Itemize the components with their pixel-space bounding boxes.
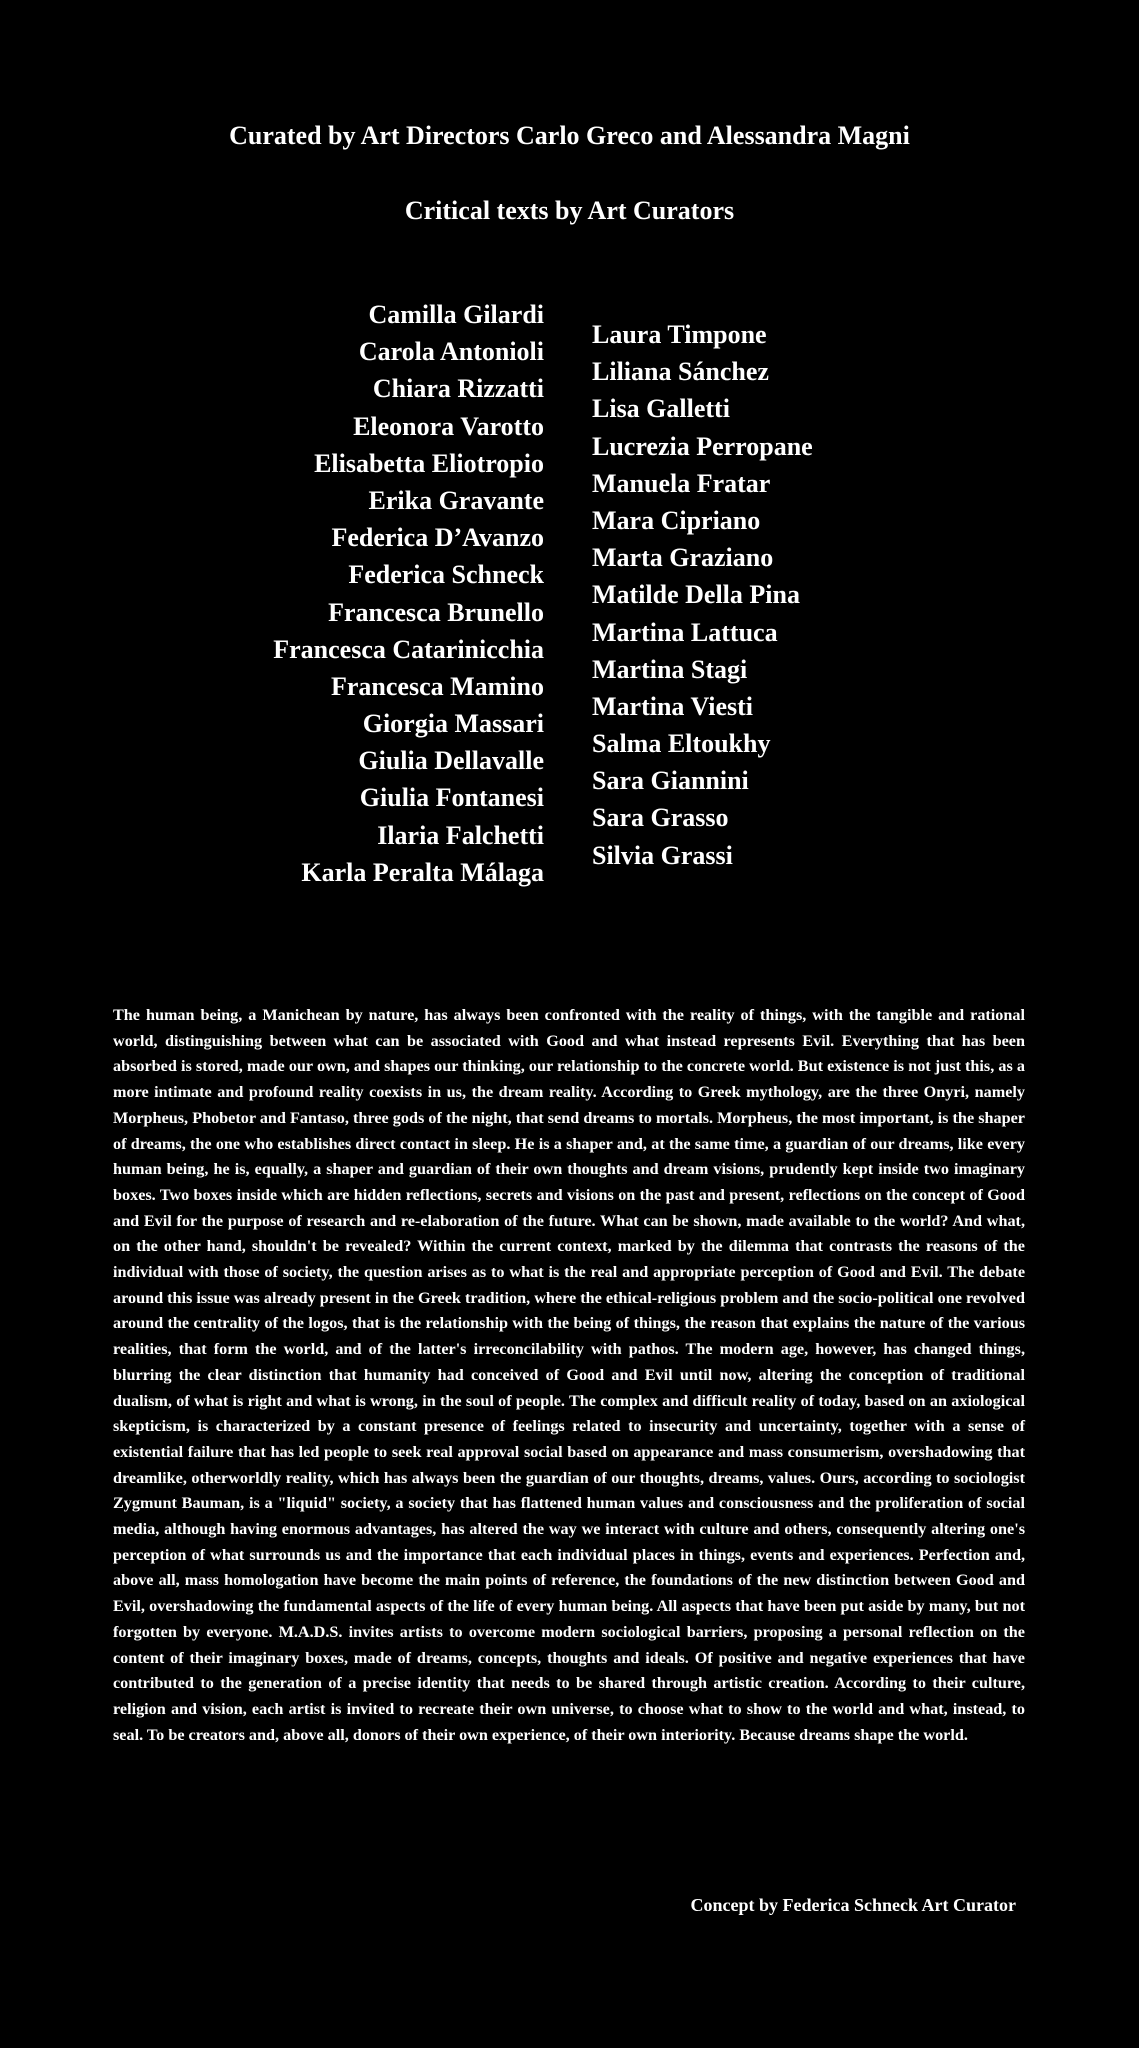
curator-name: Francesca Brunello — [328, 597, 544, 627]
curators-list-right — [592, 316, 813, 874]
concept-essay: The human being, a Manichean by nature, has always been confronted with the reality of things, with the tangible and rational world, distinguishing between what can be associated with Good and what instead represents Evil. Everything that has been absorbed is stored, made our own, and shapes our thinking, our relationship to the concrete world. But existence is not just this, as a more intimate and profound reality coexists in us, the dream reality. According to Greek mythology, are the three Onyri, namely Morpheus, Phobetor and Fantaso, three gods of the night, that send dreams to mortals. Morpheus, the most important, is the shaper of dreams, the one who establishes direct contact in sleep. He is a shaper and, at the same time, a guardian of our dreams, like every human being, he is, equally, a shaper and guardian of their own thoughts and dream visions, prudently kept inside two imaginary boxes. Two boxes inside which are hidden reflections, secrets and visions on the past and present, reflections on the concept of Good and Evil for the purpose of research and re-elaboration of the future. What can be shown, made available to the world? And what, on the other hand, shouldn't be revealed? Within the current context, marked by the dilemma that contrasts the reasons of the individual with those of society, the question arises as to what is the real and appropriate perception of Good and Evil. The debate around this issue was already present in the Greek tradition, where the ethical-religious problem and the socio-political one revolved around the centrality of the logos, that is the relationship with the being of things, the reason that explains the nature of the various realities, that form the world, and of the latter's irreconcilability with pathos. The modern age, however, has changed things, blurring the clear distinction that humanity had conceived of Good and Evil until now, altering the conception of traditional dualism, of what is right and what is wrong, in the soul of people. The complex and difficult reality of today, based on an axiological skepticism, is characterized by a constant presence of feelings related to insecurity and uncertainty, together with a sense of existential failure that has led people to seek real approval social based on appearance and mass consumerism, overshadowing that dreamlike, otherworldly reality, which has always been the guardian of our thoughts, dreams, values. Ours, according to sociologist Zygmunt Bauman, is a "liquid" society, a society that has flattened human values and consciousness and the proliferation of social media, although having enormous advantages, has altered the way we interact with culture and others, consequently altering one's perception of what surrounds us and the importance that each individual places in things, events and experiences. Perfection and, above all, mass homologation have become the main points of reference, the foundations of the new distinction between Good and Evil, overshadowing the fundamental aspects of the life of every human being. All aspects that have been put aside by many, but not forgotten by everyone. M.A.D.S. invites artists to overcome modern sociological barriers, proposing a personal reflection on the content of their imaginary boxes, made of dreams, concepts, thoughts and ideals. Of positive and negative experiences that have contributed to the generation of a precise identity that needs to be shared through artistic creation. According to their culture, religion and vision, each artist is invited to recreate their own universe, to choose what to show to the world and what, instead, to seal. To be creators and, above all, donors of their own experience, of their own interiority. Because dreams shape the world. — [113, 1006, 1025, 1744]
curator-name: Martina Viesti — [592, 691, 754, 721]
curator-name: Giulia Fontanesi — [359, 783, 544, 813]
curator-name: Elisabetta Eliotropio — [314, 448, 544, 478]
curator-name: Camilla Gilardi — [368, 300, 544, 329]
curator-name: Silvia Grassi — [592, 840, 733, 870]
curators-list-left — [273, 296, 544, 891]
curator-name: Sara Giannini — [592, 766, 749, 796]
curator-name: Sara Grasso — [592, 803, 729, 833]
curator-name: Eleonora Varotto — [353, 411, 544, 441]
essay-signature: Concept by Federica Schneck Art Curator — [690, 1895, 1016, 1915]
curator-name: Ilaria Falchetti — [377, 820, 544, 850]
critical-texts-credit: Critical texts by Art Curators — [404, 196, 735, 225]
curator-name: Laura Timpone — [592, 320, 767, 349]
curator-name: Martina Lattuca — [592, 617, 778, 647]
curator-name: Francesca Mamino — [330, 671, 544, 701]
curator-name: Chiara Rizzatti — [372, 374, 544, 404]
curator-name: Manuela Fratar — [592, 468, 771, 498]
art-directors-credit: Curated by Art Directors Carlo Greco and Alessandra Magni — [229, 121, 910, 150]
curator-name: Federica D’Avanzo — [331, 523, 544, 553]
curator-name: Mara Cipriano — [592, 505, 761, 535]
curator-name: Carola Antonioli — [358, 337, 544, 367]
curator-name: Giorgia Massari — [362, 709, 544, 739]
curator-name: Matilde Della Pina — [592, 580, 800, 610]
curator-name: Erika Gravante — [368, 485, 544, 515]
curator-name: Lisa Galletti — [592, 394, 730, 424]
curator-name: Martina Stagi — [592, 654, 748, 684]
curator-name: Lucrezia Perropane — [592, 431, 813, 461]
curator-name: Salma Eltoukhy — [592, 729, 771, 759]
curator-name: Francesca Catarinicchia — [273, 634, 544, 664]
curator-name: Liliana Sánchez — [592, 357, 769, 387]
curator-name: Karla Peralta Málaga — [301, 857, 544, 887]
curator-name: Marta Graziano — [592, 543, 774, 573]
curator-name: Giulia Dellavalle — [358, 746, 544, 776]
curator-name: Federica Schneck — [348, 560, 544, 590]
